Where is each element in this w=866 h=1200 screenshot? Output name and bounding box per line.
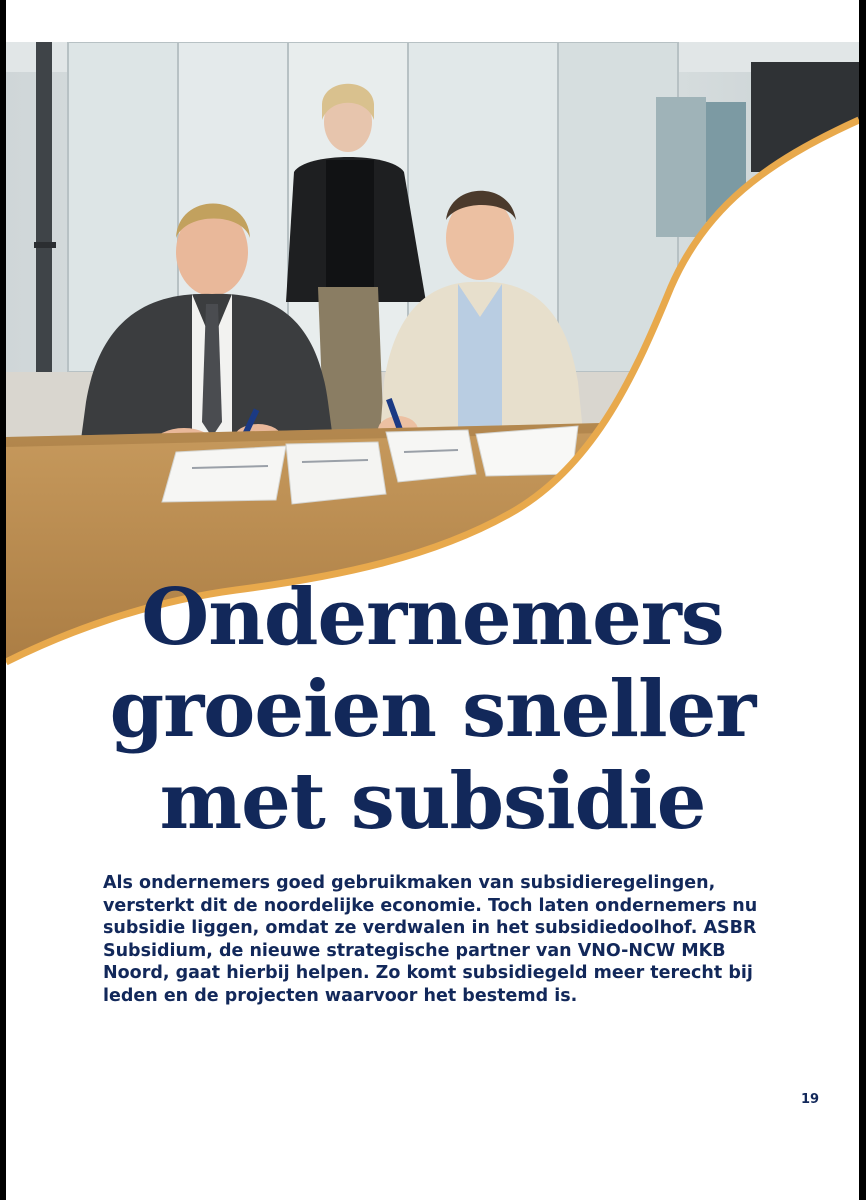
intro-paragraph: Als ondernemers goed gebruikmaken van subsidieregelingen, versterkt dit de noordelijke economie. Toch laten ondernemers nu subsidie liggen, omdat ze verdwalen in het subsidiedoolhof. ASBR Subsidium, de nieuwe strategische partner van VNO-NCW MKB Noord, gaat hierbij helpen. Zo komt subsidiegeld meer terecht bij leden en de projecten waarvoor het bestemd is. xyxy=(103,873,758,1006)
headline-line-1: Ondernemers xyxy=(141,572,724,663)
headline-line-3: met subsidie xyxy=(159,756,706,847)
magazine-page xyxy=(6,0,859,1200)
headline-line-2: groeien sneller xyxy=(109,664,756,755)
page-number: 19 xyxy=(801,1092,820,1107)
headline xyxy=(6,572,859,848)
